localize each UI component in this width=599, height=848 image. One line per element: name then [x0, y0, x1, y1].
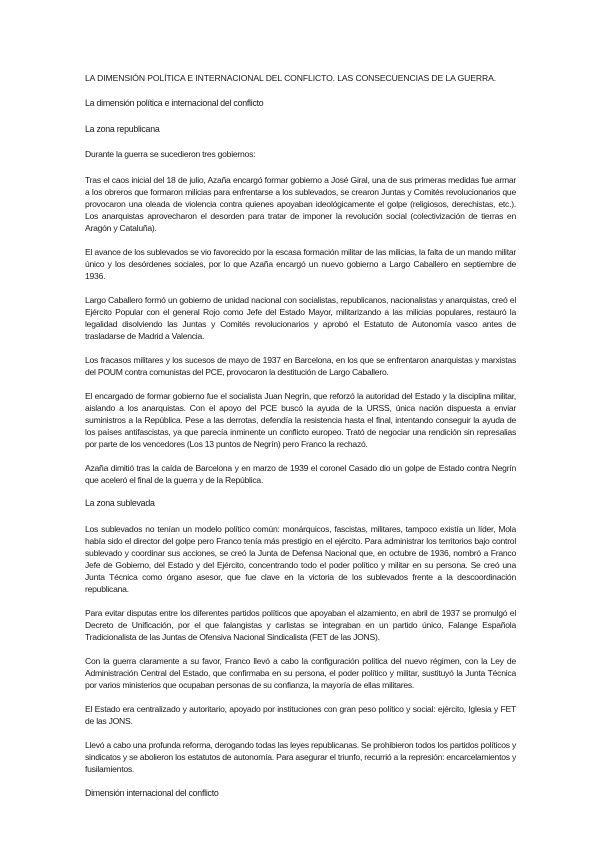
paragraph-repression: Llevó a cabo una profunda reforma, derogando todas las leyes republicanas. Se prohibieron todos los partidos políticos y sindicatos y se abolieron los estatutos de autonomía. Para asegurar el triunfo, recurrió a la represión: encarcelamientos y fusilamientos.: [85, 739, 517, 774]
paragraph-largo-caballero-government: Largo Caballero formó un gobierno de unidad nacional con socialistas, republicanos, nacionalistas y anarquistas, creó el Ejército Popular con el general Rojo como Jefe del Estado Mayor, militarizando a las milicias populares, restauró la legalidad disolviendo las Juntas y Comités revolucionarios y aprobó el Estatuto de Autonomía vasco antes de trasladarse de Madrid a Valencia.: [85, 294, 516, 342]
paragraph-casado: Azaña dimitió tras la caída de Barcelona y en marzo de 1939 el coronel Casado dio un golpe de Estado contra Negrín que aceleró el final de la guerra y de la República.: [85, 462, 516, 485]
paragraph-largo-caballero-appointment: El avance de los sublevados se vio favorecido por la escasa formación militar de las milicias, la falta de un mando militar único y los desórdenes sociales, por lo que Azaña encargó un nuevo gobierno a Largo Caballero en septiembre de 1936.: [85, 247, 516, 282]
paragraph-giral: Tras el caos inicial del 18 de julio, Azaña encargó formar gobierno a José Giral, una de sus primeras medidas fue armar a los obreros que formaron milicias para enfrentarse a los sublevados, se crearon Juntas y Comités revolucionarios que provocaron una oleada de violencia contra quienes apoyaban ideológicamente el golpe (religiosos, derechistas, etc.). Los anarquistas aprovecharon el desorden para tratar de imponer la revolución social (colectivización de tierras en Aragón y Cataluña).: [85, 174, 516, 234]
paragraph-central-administration: Con la guerra claramente a su favor, Franco llevó a cabo la configuración política del nuevo régimen, con la Ley de Administración Central del Estado, que confirmaba en su persona, el poder político y militar, sustituyó la Junta Técnica por varios ministerios que ocupaban personas de su confianza, la mayoría de ellas militares.: [85, 655, 516, 691]
paragraph-unification-decree: Para evitar disputas entre los diferentes partidos políticos que apoyaban el alzamiento, en abril de 1937 se promulgó el Decreto de Unificación, por el que falangistas y carlistas se integraban en un partido único, Falange Española Tradicionalista de las Juntas de Ofensiva Nacional Sindicalista (FET de las JONS).: [85, 608, 516, 643]
document-title: LA DIMENSIÓN POLÍTICA E INTERNACIONAL DEL CONFLICTO. LAS CONSECUENCIAS DE LA GUERRA.: [85, 73, 497, 83]
intro-paragraph: Durante la guerra se sucedieron tres gobiernos:: [85, 149, 256, 160]
section-heading-political: La dimensión política e internacional del conflicto: [85, 98, 264, 109]
paragraph-rebel-model: Los sublevados no tenían un modelo político común: monárquicos, fascistas, militares, tampoco existía un líder, Mola había sido el director del golpe pero Franco tenía más prestigio en el ejército. Para administrar los territorios bajo control sublevado y coordinar sus acciones, se creó la Junta de Defensa Nacional que, en octubre de 1936, nombró a Franco Jefe de Gobierno, del Estado y del Ejército, concentrando todo el poder político y militar en su persona. Se creó una Junta Técnica como órgano asesor, que fue clave en la victoria de los sublevados frente a la descoordinación republicana.: [85, 523, 516, 595]
paragraph-negrin: El encargado de formar gobierno fue el socialista Juan Negrín, que reforzó la autoridad del Estado y la disciplina militar, aislando a los anarquistas. Con el apoyo del PCE buscó la ayuda de la URSS, única nación dispuesta a enviar suministros a la República. Pese a las derrotas, defendía la resistencia hasta el final, intentando conseguir la ayuda de los países antifascistas, ya que parecía inminente un conflicto europeo. Trató de negociar una rendición sin represalias por parte de los vencedores (Los 13 puntos de Negrín) pero Franco la rechazó.: [85, 390, 516, 449]
document-page: [85, 72, 516, 812]
subsection-heading-rebel: La zona sublevada: [85, 498, 155, 509]
subsection-heading-republican: La zona republicana: [85, 123, 160, 134]
paragraph-authoritarian-state: El Estado era centralizado y autoritario, apoyado por instituciones con gran peso político y social: ejército, Iglesia y FET de las JONS.: [85, 703, 516, 726]
section-heading-international: Dimensión internacional del conflicto: [85, 787, 219, 798]
paragraph-may-1937: Los fracasos militares y los sucesos de mayo de 1937 en Barcelona, en los que se enfrentaron anarquistas y marxistas del POUM contra comunistas del PCE, provocaron la destitución de Largo Caballero.: [85, 354, 516, 377]
